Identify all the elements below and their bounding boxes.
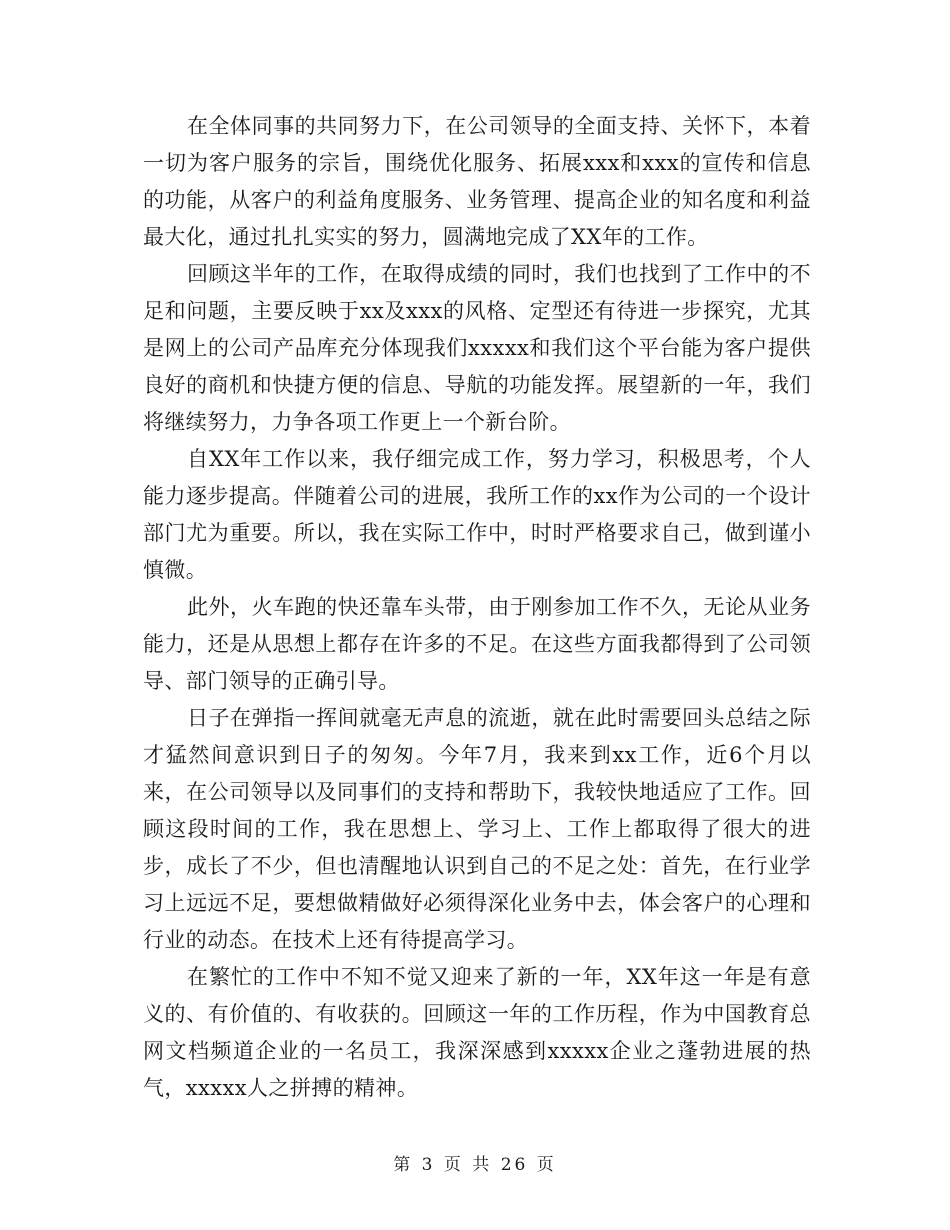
paragraph-4: 此外，火车跑的快还靠车头带，由于刚参加工作不久，无论从业务能力，还是从思想上都存在许多的不足。在这些方面我都得到了公司领导、部门领导的正确引导。 bbox=[143, 595, 811, 693]
document-body bbox=[143, 108, 811, 1107]
paragraph-2: 回顾这半年的工作，在取得成绩的同时，我们也找到了工作中的不足和问题，主要反映于xx及xxx的风格、定型还有待进一步探究，尤其是网上的公司产品库充分体现我们xxxxx和我们这个平台能为客户提供良好的商机和快捷方便的信息、导航的功能发挥。展望新的一年，我们将继续努力，力争各项工作更上一个新台阶。 bbox=[143, 262, 811, 434]
page-number-footer: 第 3 页 共 26 页 bbox=[393, 1155, 557, 1175]
paragraph-3: 自XX年工作以来，我仔细完成工作，努力学习，积极思考，个人能力逐步提高。伴随着公司的进展，我所工作的xx作为公司的一个设计部门尤为重要。所以，我在实际工作中，时时严格要求自己，做到谨小慎微。 bbox=[143, 447, 811, 582]
paragraph-6: 在繁忙的工作中不知不觉又迎来了新的一年，XX年这一年是有意义的、有价值的、有收获的。回顾这一年的工作历程，作为中国教育总网文档频道企业的一名员工，我深深感到xxxxx企业之蓬勃进展的热气，xxxxx人之拼搏的精神。 bbox=[143, 965, 811, 1100]
paragraph-1: 在全体同事的共同努力下，在公司领导的全面支持、关怀下，本着一切为客户服务的宗旨，围绕优化服务、拓展xxx和xxx的宣传和信息的功能，从客户的利益角度服务、业务管理、提高企业的知名度和利益最大化，通过扎扎实实的努力，圆满地完成了XX年的工作。 bbox=[143, 114, 811, 249]
paragraph-5: 日子在弹指一挥间就毫无声息的流逝，就在此时需要回头总结之际才猛然间意识到日子的匆匆。今年7月，我来到xx工作，近6个月以来，在公司领导以及同事们的支持和帮助下，我较快地适应了工作。回顾这段时间的工作，我在思想上、学习上、工作上都取得了很大的进步，成长了不少，但也清醒地认识到自己的不足之处：首先，在行业学习上远远不足，要想做精做好必须得深化业务中去，体会客户的心理和行业的动态。在技术上还有待提高学习。 bbox=[143, 706, 811, 952]
